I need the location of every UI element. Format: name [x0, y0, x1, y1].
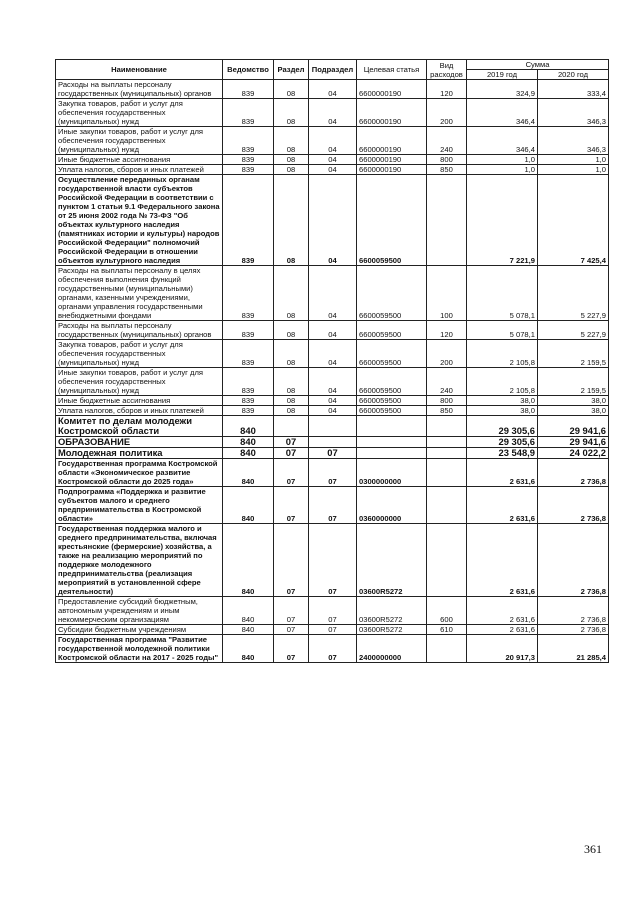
row-dept: 839: [223, 266, 274, 321]
header-name: Наименование: [56, 60, 223, 80]
row-target: [357, 437, 427, 448]
row-section: 07: [274, 524, 309, 597]
table-row: [56, 155, 609, 165]
row-name: Подпрограмма «Поддержка и развитие субъектов малого и среднего предпринимательства в Костромской области»: [56, 487, 223, 524]
row-2019: 2 631,6: [467, 487, 538, 524]
row-section: 08: [274, 155, 309, 165]
row-name: Закупка товаров, работ и услуг для обеспечения государственных (муниципальных) нужд: [56, 99, 223, 127]
row-2020: 24 022,2: [538, 448, 609, 459]
row-2020: 7 425,4: [538, 175, 609, 266]
table-row: [56, 524, 609, 597]
table-row: [56, 165, 609, 175]
row-name: Иные бюджетные ассигнования: [56, 396, 223, 406]
row-dept: 839: [223, 396, 274, 406]
row-subsection: 07: [309, 597, 357, 625]
row-target: 6600059500: [357, 396, 427, 406]
row-2020: 21 285,4: [538, 635, 609, 663]
row-target: 6600059500: [357, 406, 427, 416]
row-dept: 840: [223, 524, 274, 597]
row-dept: 840: [223, 625, 274, 635]
row-2019: 29 305,6: [467, 416, 538, 437]
row-exp-type: 850: [427, 406, 467, 416]
row-subsection: 04: [309, 155, 357, 165]
table-row: [56, 99, 609, 127]
row-section: 08: [274, 165, 309, 175]
table-body: [56, 80, 609, 663]
row-dept: 840: [223, 635, 274, 663]
row-2020: 29 941,6: [538, 437, 609, 448]
row-name: Молодежная политика: [56, 448, 223, 459]
row-2020: 346,3: [538, 127, 609, 155]
row-target: 6600059500: [357, 175, 427, 266]
header-exp-type: Вид расходов: [427, 60, 467, 80]
row-2020: 2 159,5: [538, 340, 609, 368]
row-2019: 2 105,8: [467, 368, 538, 396]
row-name: Закупка товаров, работ и услуг для обеспечения государственных (муниципальных) нужд: [56, 340, 223, 368]
row-2020: 2 736,8: [538, 524, 609, 597]
budget-table: [55, 59, 609, 663]
row-2019: 2 631,6: [467, 597, 538, 625]
row-section: 07: [274, 635, 309, 663]
row-2020: 2 736,8: [538, 597, 609, 625]
header-dept: Ведомство: [223, 60, 274, 80]
row-exp-type: [427, 175, 467, 266]
row-section: [274, 416, 309, 437]
row-target: 6600000190: [357, 99, 427, 127]
row-2019: 7 221,9: [467, 175, 538, 266]
row-subsection: 07: [309, 459, 357, 487]
row-2019: 20 917,3: [467, 635, 538, 663]
table-row: [56, 175, 609, 266]
table-row: [56, 459, 609, 487]
row-section: 07: [274, 459, 309, 487]
row-name: Комитет по делам молодежи Костромской области: [56, 416, 223, 437]
row-subsection: 04: [309, 266, 357, 321]
row-exp-type: 600: [427, 597, 467, 625]
row-dept: 840: [223, 416, 274, 437]
row-exp-type: [427, 416, 467, 437]
row-name: Иные закупки товаров, работ и услуг для обеспечения государственных (муниципальных) нужд: [56, 127, 223, 155]
row-exp-type: [427, 524, 467, 597]
table-row: [56, 487, 609, 524]
row-subsection: 04: [309, 99, 357, 127]
row-section: 07: [274, 597, 309, 625]
row-dept: 839: [223, 155, 274, 165]
row-target: 0360000000: [357, 487, 427, 524]
row-target: 2400000000: [357, 635, 427, 663]
row-2020: 2 736,8: [538, 459, 609, 487]
row-target: 6600059500: [357, 266, 427, 321]
table-row: [56, 635, 609, 663]
row-target: 6600000190: [357, 155, 427, 165]
row-target: 6600059500: [357, 340, 427, 368]
row-section: 08: [274, 396, 309, 406]
row-dept: 840: [223, 437, 274, 448]
row-2019: 2 105,8: [467, 340, 538, 368]
row-target: 03600R5272: [357, 625, 427, 635]
row-exp-type: 120: [427, 321, 467, 340]
table-row: [56, 406, 609, 416]
row-dept: 839: [223, 99, 274, 127]
row-subsection: 04: [309, 165, 357, 175]
row-exp-type: [427, 437, 467, 448]
row-dept: 839: [223, 406, 274, 416]
row-exp-type: 240: [427, 127, 467, 155]
row-target: [357, 416, 427, 437]
row-dept: 839: [223, 368, 274, 396]
row-name: Уплата налогов, сборов и иных платежей: [56, 406, 223, 416]
row-target: 6600059500: [357, 321, 427, 340]
row-exp-type: [427, 448, 467, 459]
row-2019: 38,0: [467, 396, 538, 406]
row-name: Осуществление переданных органам государственной власти субъектов Российской Федерации в соответствии с пунктом 1 статьи 9.1 Федерального закона от 25 июня 2002 года № 73-ФЗ "Об объектах культурного наследия (памятниках истории и культуры) народов Российской Федерации" полномочий Российской Федерации в отношении объектов культурного наследия: [56, 175, 223, 266]
row-exp-type: [427, 635, 467, 663]
row-2020: 1,0: [538, 155, 609, 165]
row-name: Расходы на выплаты персоналу в целях обеспечения выполнения функций государственными (муниципальными) органами, казенными учреждениями, органами управления государственными внебюджетными фондами: [56, 266, 223, 321]
row-2020: 2 736,8: [538, 487, 609, 524]
row-name: Государственная программа "Развитие государственной молодежной политики Костромской области на 2017 - 2025 годы": [56, 635, 223, 663]
row-subsection: 07: [309, 625, 357, 635]
row-section: 08: [274, 266, 309, 321]
header-target: Целевая статья: [357, 60, 427, 80]
row-dept: 839: [223, 165, 274, 175]
row-name: Расходы на выплаты персоналу государственных (муниципальных) органов: [56, 321, 223, 340]
row-dept: 839: [223, 127, 274, 155]
row-subsection: 07: [309, 524, 357, 597]
row-dept: 840: [223, 597, 274, 625]
row-name: Иные закупки товаров, работ и услуг для обеспечения государственных (муниципальных) нужд: [56, 368, 223, 396]
row-2019: 1,0: [467, 165, 538, 175]
row-subsection: 04: [309, 175, 357, 266]
row-dept: 840: [223, 487, 274, 524]
row-2019: 2 631,6: [467, 459, 538, 487]
row-2020: 333,4: [538, 80, 609, 99]
row-target: 03600R5272: [357, 597, 427, 625]
row-2019: 2 631,6: [467, 524, 538, 597]
row-2019: 29 305,6: [467, 437, 538, 448]
row-section: 07: [274, 448, 309, 459]
row-2019: 5 078,1: [467, 321, 538, 340]
row-target: 6600059500: [357, 368, 427, 396]
row-target: 6600000190: [357, 165, 427, 175]
row-subsection: 07: [309, 448, 357, 459]
table-row: [56, 625, 609, 635]
row-2019: 324,9: [467, 80, 538, 99]
row-exp-type: 120: [427, 80, 467, 99]
row-name: Иные бюджетные ассигнования: [56, 155, 223, 165]
row-subsection: 04: [309, 321, 357, 340]
row-section: 08: [274, 99, 309, 127]
row-subsection: 04: [309, 396, 357, 406]
row-subsection: 04: [309, 368, 357, 396]
row-2020: 346,3: [538, 99, 609, 127]
row-2020: 2 159,5: [538, 368, 609, 396]
table-row: [56, 396, 609, 406]
row-2020: 5 227,9: [538, 321, 609, 340]
row-section: 08: [274, 127, 309, 155]
row-subsection: 04: [309, 80, 357, 99]
row-name: Субсидии бюджетным учреждениям: [56, 625, 223, 635]
header-2020: 2020 год: [538, 70, 609, 80]
table-row: [56, 416, 609, 437]
row-2019: 23 548,9: [467, 448, 538, 459]
header-sum: Сумма: [467, 60, 609, 70]
row-name: Предоставление субсидий бюджетным, автономным учреждениям и иным некоммерческим организациям: [56, 597, 223, 625]
row-target: 6600000190: [357, 127, 427, 155]
table-row: [56, 80, 609, 99]
row-2020: 2 736,8: [538, 625, 609, 635]
row-dept: 840: [223, 459, 274, 487]
row-target: [357, 448, 427, 459]
table-row: [56, 266, 609, 321]
row-section: 08: [274, 175, 309, 266]
row-subsection: 04: [309, 340, 357, 368]
table-row: [56, 321, 609, 340]
page-number: 361: [584, 842, 602, 856]
row-dept: 839: [223, 175, 274, 266]
row-2019: 2 631,6: [467, 625, 538, 635]
row-section: 08: [274, 80, 309, 99]
row-name: ОБРАЗОВАНИЕ: [56, 437, 223, 448]
row-section: 08: [274, 321, 309, 340]
row-subsection: 04: [309, 406, 357, 416]
row-exp-type: 200: [427, 99, 467, 127]
row-exp-type: 240: [427, 368, 467, 396]
row-exp-type: 800: [427, 396, 467, 406]
row-target: 03600R5272: [357, 524, 427, 597]
row-section: 07: [274, 625, 309, 635]
row-subsection: 07: [309, 635, 357, 663]
row-2019: 38,0: [467, 406, 538, 416]
row-exp-type: 200: [427, 340, 467, 368]
table-row: [56, 448, 609, 459]
row-exp-type: 610: [427, 625, 467, 635]
row-2020: 1,0: [538, 165, 609, 175]
row-2019: 1,0: [467, 155, 538, 165]
table-row: [56, 340, 609, 368]
row-subsection: [309, 416, 357, 437]
header-subsection: Подраздел: [309, 60, 357, 80]
row-2019: 346,4: [467, 99, 538, 127]
header-section: Раздел: [274, 60, 309, 80]
row-target: 6600000190: [357, 80, 427, 99]
row-section: 08: [274, 340, 309, 368]
row-section: 08: [274, 406, 309, 416]
row-exp-type: [427, 459, 467, 487]
row-dept: 840: [223, 448, 274, 459]
row-exp-type: 800: [427, 155, 467, 165]
row-section: 07: [274, 487, 309, 524]
row-subsection: [309, 437, 357, 448]
row-2019: 5 078,1: [467, 266, 538, 321]
header-2019: 2019 год: [467, 70, 538, 80]
row-name: Государственная программа Костромской области «Экономическое развитие Костромской области до 2025 года»: [56, 459, 223, 487]
table-row: [56, 127, 609, 155]
row-2020: 5 227,9: [538, 266, 609, 321]
row-name: Уплата налогов, сборов и иных платежей: [56, 165, 223, 175]
table-row: [56, 597, 609, 625]
row-section: 08: [274, 368, 309, 396]
table-row: [56, 437, 609, 448]
row-2020: 29 941,6: [538, 416, 609, 437]
row-2020: 38,0: [538, 406, 609, 416]
row-2020: 38,0: [538, 396, 609, 406]
row-exp-type: 850: [427, 165, 467, 175]
row-2019: 346,4: [467, 127, 538, 155]
row-exp-type: [427, 487, 467, 524]
row-dept: 839: [223, 340, 274, 368]
row-exp-type: 100: [427, 266, 467, 321]
row-dept: 839: [223, 321, 274, 340]
table-row: [56, 368, 609, 396]
row-subsection: 07: [309, 487, 357, 524]
row-subsection: 04: [309, 127, 357, 155]
row-name: Расходы на выплаты персоналу государственных (муниципальных) органов: [56, 80, 223, 99]
row-name: Государственная поддержка малого и среднего предпринимательства, включая крестьянские (фермерские) хозяйства, а также на реализацию мероприятий по поддержке молодежного предпринимательства (реализация мероприятий в установленной сфере деятельности): [56, 524, 223, 597]
row-section: 07: [274, 437, 309, 448]
row-dept: 839: [223, 80, 274, 99]
row-target: 0300000000: [357, 459, 427, 487]
